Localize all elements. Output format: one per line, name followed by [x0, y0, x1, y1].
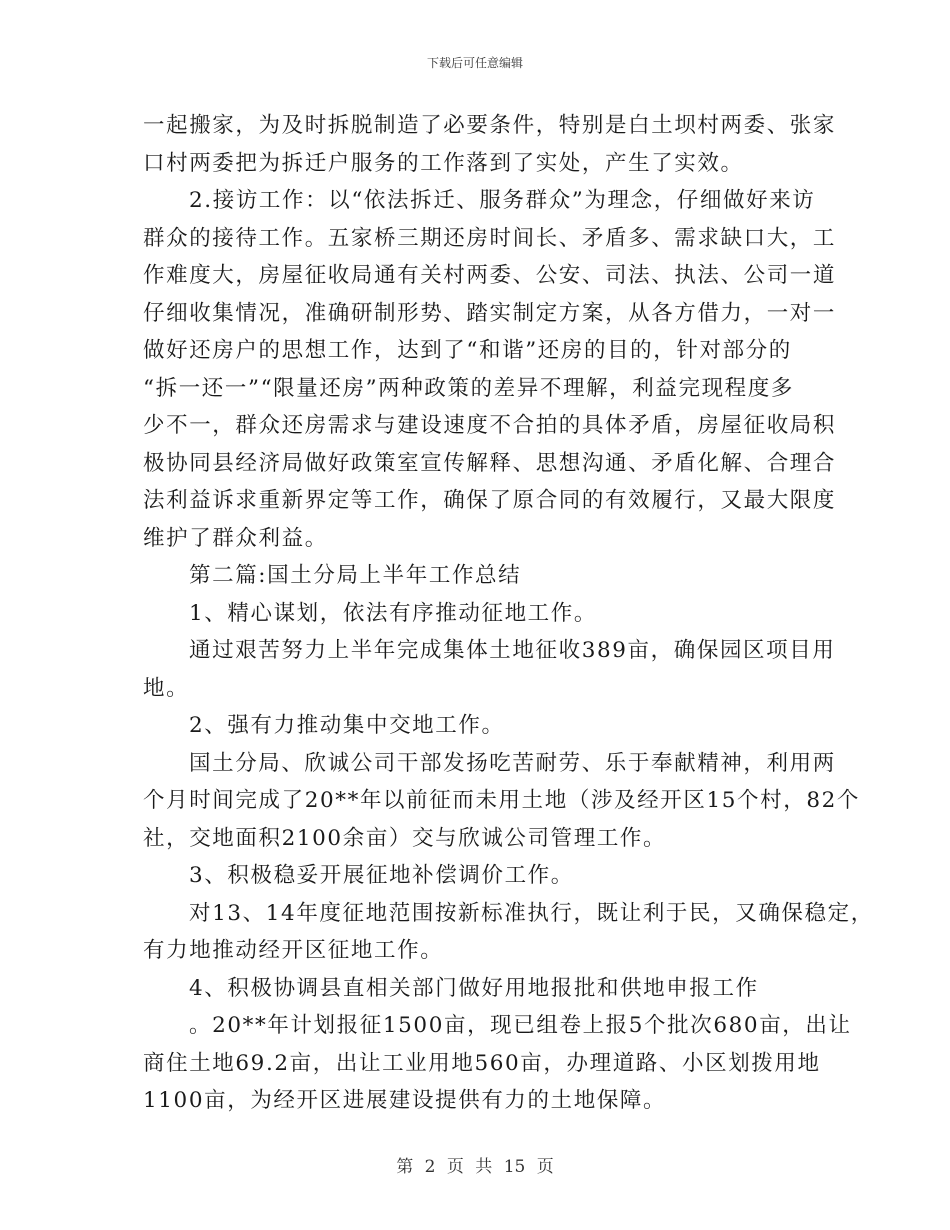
page-header: 下载后可任意编辑 [426, 56, 523, 70]
subsection-heading: 4、积极协调县直相关部门做好用地报批和供地申报工作 [189, 975, 759, 1001]
text-line: “拆一还一”“限量还房”两种政策的差异不理解，利益完现程度多 [143, 375, 794, 401]
text-line: 商住土地69.2亩，出让工业用地560亩，办理道路、小区划拨用地 [143, 1050, 821, 1076]
text-line: 维护了群众利益。 [143, 525, 328, 551]
subsection-heading: 2、强有力推动集中交地工作。 [189, 713, 505, 738]
text-line: 。20**年计划报征1500亩，现已组卷上报5个批次680亩，出让 [189, 1013, 852, 1038]
subsection-heading: 1、精心谋划，依法有序推动征地工作。 [189, 600, 597, 626]
text-line: 社，交地面积2100余亩）交与欣诚公司管理工作。 [143, 825, 667, 851]
text-line: 2.接访工作：以“依法拆迁、服务群众”为理念，仔细做好来访 [189, 188, 816, 213]
document-body [143, 107, 874, 1120]
text-line: 通过艰苦努力上半年完成集体土地征收389亩，确保园区项目用 [189, 638, 836, 663]
text-line: 仔细收集情况，准确研制形势、踏实制定方案，从各方借力，一对一 [143, 300, 837, 326]
text-line: 做好还房户的思想工作，达到了“和谐”还房的目的，针对部分的 [143, 338, 792, 363]
text-line: 一起搬家，为及时拆脱制造了必要条件，特别是白土坝村两委、张家 [143, 113, 837, 138]
text-line: 极协同县经济局做好政策室宣传解释、思想沟通、矛盾化解、合理合 [143, 450, 837, 476]
text-line: 有力地推动经开区征地工作。 [143, 938, 444, 963]
text-line: 法利益诉求重新界定等工作，确保了原合同的有效履行，又最大限度 [143, 488, 837, 513]
text-line: 对13、14年度征地范围按新标准执行，既让利于民，又确保稳定， [189, 900, 874, 926]
section-title: 第二篇:国土分局上半年工作总结 [189, 563, 522, 588]
text-line: 口村两委把为拆迁户服务的工作落到了实处，产生了实效。 [143, 150, 744, 176]
text-line: 作难度大，房屋征收局通有关村两委、公安、司法、执法、公司一道 [143, 263, 837, 288]
text-line: 国土分局、欣诚公司干部发扬吃苦耐劳、乐于奉献精神，利用两 [189, 750, 836, 776]
text-line: 地。 [143, 675, 190, 701]
text-line: 群众的接待工作。五家桥三期还房时间长、矛盾多、需求缺口大，工 [143, 225, 837, 251]
page-number: 第 2 页 共 15 页 [396, 1157, 554, 1177]
text-line: 少不一，群众还房需求与建设速度不合拍的具体矛盾，房屋征收局积 [143, 413, 837, 438]
subsection-heading: 3、积极稳妥开展征地补偿调价工作。 [189, 863, 574, 888]
text-line: 个月时间完成了20**年以前征而未用土地（涉及经开区15个村，82个 [143, 788, 860, 813]
text-line: 1100亩，为经开区进展建设提供有力的土地保障。 [143, 1088, 667, 1113]
